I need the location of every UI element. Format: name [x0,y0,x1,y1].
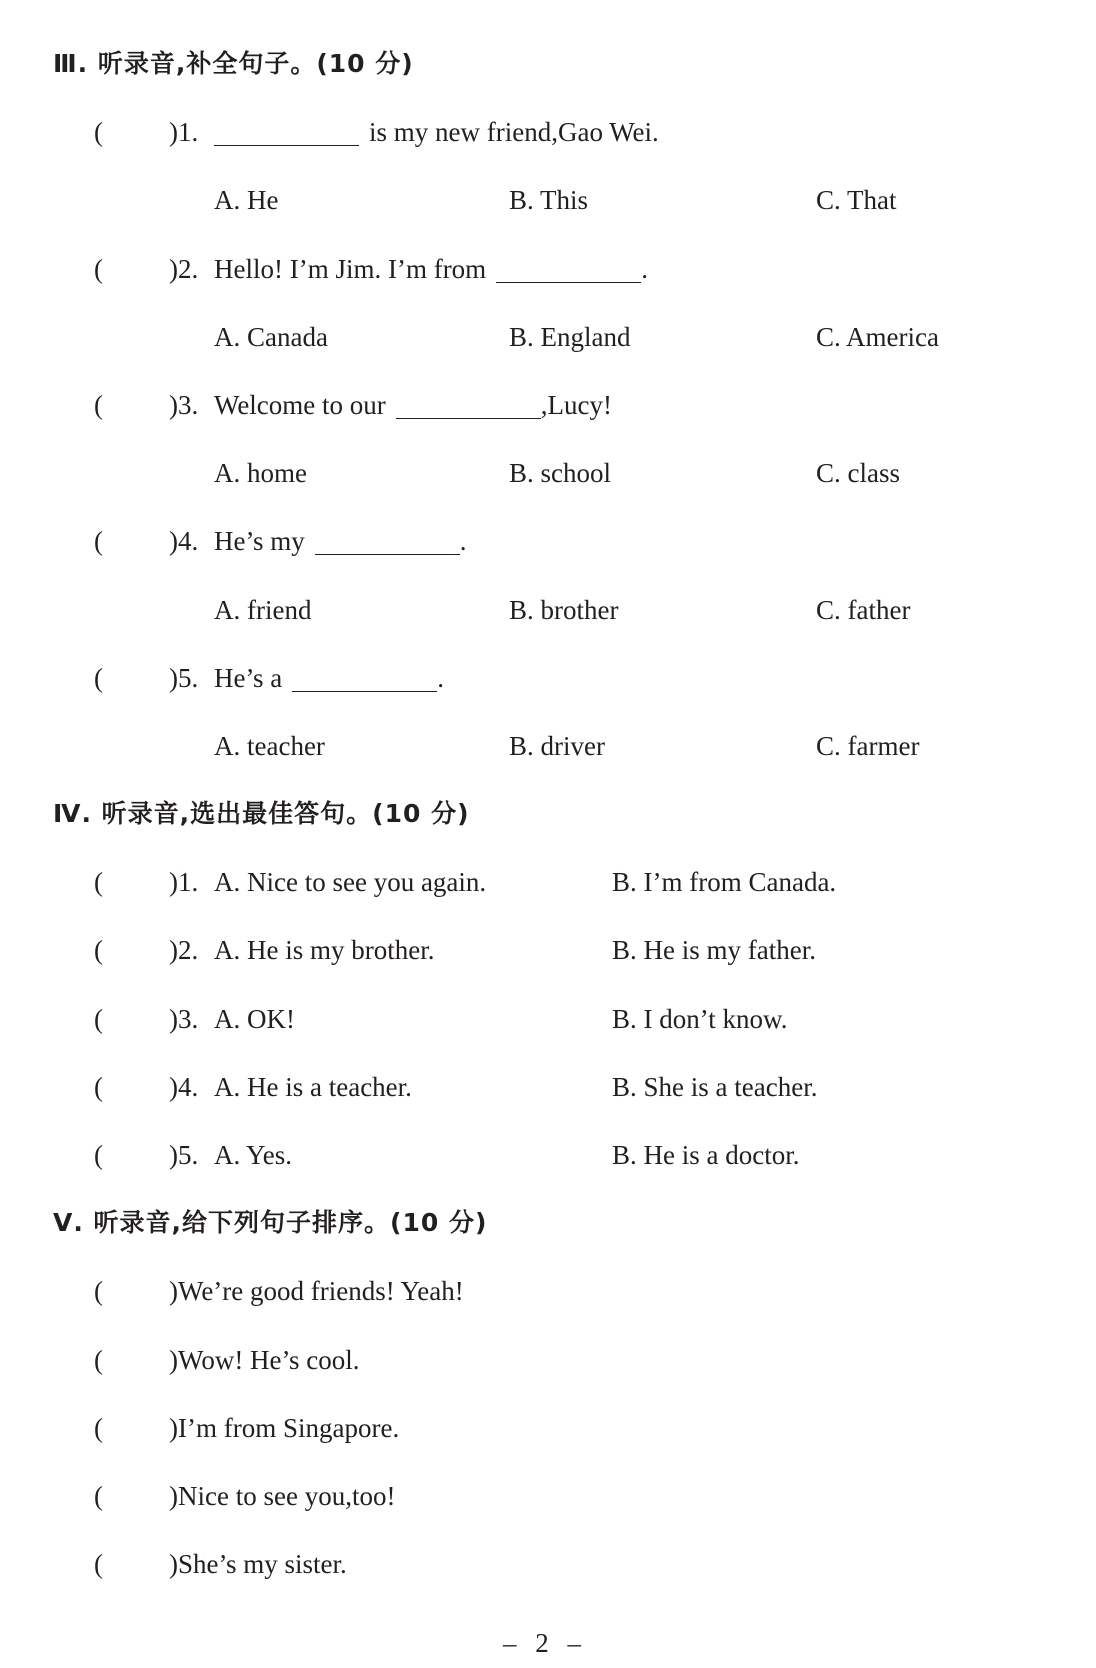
section-3-question-5 [0,644,1096,712]
section-5-item-1 [0,1257,1096,1325]
section-3-question-4 [0,507,1096,575]
answer-bracket-open: ( [94,935,103,966]
section-4-heading: Ⅳ. 听录音,选出最佳答句。(10 分) [53,799,470,829]
section-4-question-2 [0,916,1096,984]
answer-bracket-close: ) [169,662,178,693]
sentence [169,1462,395,1530]
answer-bracket-close: ) [169,526,178,557]
section-4-question-5 [0,1121,1096,1189]
section-3-question-2 [0,235,1096,303]
sentence [169,1257,464,1325]
section-3-options-2 [0,303,1096,371]
section-5-item-2 [0,1326,1096,1394]
answer-bracket-open: ( [94,1003,103,1034]
question-text-before: He’s a [214,662,283,693]
answer-bracket-close: ) [169,253,178,284]
question-number-label: 2. [178,935,199,966]
question-text [214,98,659,166]
sentence-text: She’s my sister. [178,1549,347,1580]
answer-bracket-close: ) [169,1480,178,1511]
sentence-text: Nice to see you,too! [178,1480,396,1511]
section-4-question-1 [0,848,1096,916]
question-number [169,1053,198,1121]
answer-bracket-close: ) [169,1412,178,1443]
question-number [169,235,198,303]
section-5-item-5 [0,1530,1096,1598]
sentence-text: We’re good friends! Yeah! [178,1276,464,1307]
fill-in-blank [214,123,359,146]
answer-bracket-open: ( [94,117,103,148]
question-number-label: 1. [178,867,199,898]
sentence-text: I’m from Singapore. [178,1412,400,1443]
answer-bracket-close: ) [169,935,178,966]
question-number [169,507,198,575]
option-c: C. America [816,321,939,352]
answer-bracket-close: ) [169,867,178,898]
section-3-question-1 [0,98,1096,166]
question-text [214,644,444,712]
question-text-before: He’s my [214,526,305,557]
option-b: B. I don’t know. [612,1003,788,1034]
option-a: A. Nice to see you again. [214,867,487,898]
question-number-label: 4. [178,526,199,557]
answer-bracket-close: ) [169,1140,178,1170]
question-number [169,1121,198,1189]
section-3-question-3 [0,371,1096,439]
question-number [169,98,198,166]
question-text-after: is my new friend,Gao Wei. [369,117,659,148]
page-number: – 2 – [503,1628,587,1658]
option-c: C. class [816,458,900,489]
question-text-before: Hello! I’m Jim. I’m from [214,253,487,284]
question-number-label: 1. [178,117,199,148]
section-5-heading: Ⅴ. 听录音,给下列句子排序。(10 分) [53,1208,488,1238]
answer-bracket-close: ) [169,1071,178,1102]
answer-bracket-close: ) [169,1549,178,1580]
fill-in-blank [496,260,641,283]
question-number [169,371,198,439]
answer-bracket-close: ) [169,389,178,420]
question-text-after: . [641,253,648,284]
question-text-after: . [437,662,444,693]
option-b: B. brother [509,594,619,625]
question-number-label: 5. [178,662,199,693]
question-number [169,644,198,712]
sentence [169,1394,399,1462]
option-a: A. friend [214,594,312,625]
section-3-options-4 [0,576,1096,644]
answer-bracket-open: ( [94,1344,103,1375]
option-b: B. I’m from Canada. [612,867,837,898]
fill-in-blank [396,396,541,419]
option-a: A. teacher [214,730,325,761]
question-number-label: 4. [178,1071,199,1102]
sentence [169,1326,360,1394]
fill-in-blank [315,532,460,555]
answer-bracket-open: ( [94,526,103,557]
answer-bracket-close: ) [169,1344,178,1375]
section-5-item-3 [0,1394,1096,1462]
answer-bracket-open: ( [94,1480,103,1511]
answer-bracket-close: ) [169,1276,178,1307]
option-a: A. home [214,458,307,489]
option-b: B. He is my father. [612,935,816,966]
question-text [214,235,648,303]
option-b: B. She is a teacher. [612,1071,818,1102]
option-a: A. Canada [214,321,328,352]
section-3-options-1 [0,166,1096,234]
sentence [169,1530,347,1598]
answer-bracket-close: ) [169,1003,178,1034]
page-content [0,30,1096,1598]
sentence-text: Wow! He’s cool. [178,1344,360,1375]
answer-bracket-open: ( [94,389,103,420]
question-text-before: Welcome to our [214,389,386,420]
answer-bracket-open: ( [94,1549,103,1580]
question-number-label: 2. [178,253,199,284]
option-a: A. He is a teacher. [214,1071,412,1102]
option-a: A. He is my brother. [214,935,435,966]
question-number-label: 3. [178,1003,199,1034]
question-number [169,916,198,984]
option-a: A. Yes. [214,1140,293,1170]
question-text-after: . [459,526,467,557]
question-text [214,507,467,575]
question-number-label: 5. [178,1140,199,1170]
option-b: B. He is a doctor. [612,1140,800,1170]
question-text [214,371,612,439]
section-5-item-4 [0,1462,1096,1530]
answer-bracket-open: ( [94,1140,103,1170]
question-number [169,985,198,1053]
option-a: A. OK! [214,1003,295,1034]
fill-in-blank [292,669,437,692]
answer-bracket-open: ( [94,1071,103,1102]
answer-bracket-open: ( [94,1276,103,1307]
section-3-options-5 [0,712,1096,780]
answer-bracket-open: ( [94,1412,103,1443]
option-c: C. father [816,594,911,625]
question-number [169,848,198,916]
option-c: C. farmer [816,730,920,761]
option-c: C. That [816,185,897,216]
answer-bracket-close: ) [169,117,178,148]
answer-bracket-open: ( [94,253,103,284]
option-b: B. England [509,321,631,352]
answer-bracket-open: ( [94,662,103,693]
question-number-label: 3. [178,389,199,420]
section-4-question-4 [0,1053,1096,1121]
option-a: A. He [214,185,279,216]
section-3-heading: Ⅲ. 听录音,补全句子。(10 分) [53,49,414,78]
option-b: B. This [509,185,589,216]
option-b: B. driver [509,730,605,761]
section-4-question-3 [0,985,1096,1053]
answer-bracket-open: ( [94,867,103,898]
question-text-after: ,Lucy! [540,389,612,420]
section-3-options-3 [0,439,1096,507]
option-b: B. school [509,458,612,489]
